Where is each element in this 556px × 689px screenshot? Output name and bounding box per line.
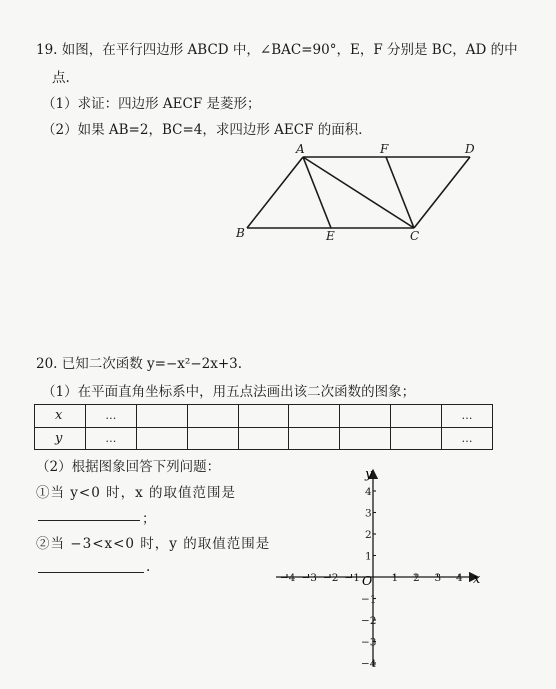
table-cell[interactable]: … [442, 405, 493, 428]
q20-title: 20. 已知二次函数 y=−x²−2x+3. [36, 356, 243, 372]
label-C: C [410, 229, 420, 243]
label-B: B [236, 226, 245, 240]
table-cell[interactable]: … [85, 427, 136, 450]
x-tick-label: 2 [413, 572, 420, 584]
q20-sub1-end: ； [142, 511, 156, 527]
table-cell-label: y [35, 427, 86, 450]
q20-sub2-end: . [146, 559, 151, 575]
x-tick-label: 3 [434, 572, 442, 584]
x-tick-label: −2 [323, 572, 339, 584]
x-tick-label: 1 [391, 572, 399, 584]
y-tick-label: 1 [365, 550, 372, 563]
q19-part1: （1）求证：四边形 AECF 是菱形； [42, 96, 261, 112]
q19-part2: （2）如果 AB=2，BC=4，求四边形 AECF 的面积． [42, 122, 372, 138]
table-cell[interactable]: … [442, 427, 493, 450]
x-tick-label: 4 [456, 572, 463, 584]
q19-line1: 19. 如图，在平行四边形 ABCD 中，∠BAC=90°，E，F 分别是 BC，AD 的中 [36, 42, 518, 58]
x-tick-label: −3 [301, 572, 317, 584]
y-tick-label: −1 [361, 593, 377, 606]
q20-sub2: ②当 −3<x<0 时，y 的取值范围是 [36, 536, 271, 552]
y-tick-label: −2 [361, 615, 377, 627]
x-tick-label: −4 [280, 572, 296, 584]
q20-sub1: ①当 y<0 时，x 的取值范围是 [36, 485, 237, 501]
origin-label: O [362, 573, 373, 588]
table-cell-label: x [35, 405, 86, 428]
q20-part2: （2）根据图象回答下列问题： [36, 459, 221, 475]
label-E: E [326, 229, 335, 243]
y-tick-label: 3 [365, 507, 372, 520]
y-tick-label: 2 [365, 529, 372, 541]
y-tick-label: −3 [361, 636, 377, 649]
label-A: A [296, 142, 305, 156]
y-tick-label: −4 [361, 658, 377, 670]
label-F: F [380, 142, 389, 156]
table-cell[interactable]: … [85, 405, 136, 428]
y-axis-label: y [365, 467, 373, 482]
x-axis-label: x [473, 572, 481, 587]
q20-part1: （1）在平面直角坐标系中，用五点法画出该二次函数的图象； [42, 384, 416, 400]
label-D: D [465, 142, 475, 156]
x-tick-label: −1 [344, 572, 360, 584]
y-tick-label: 4 [365, 486, 372, 498]
q19-line2: 点. [52, 70, 70, 86]
